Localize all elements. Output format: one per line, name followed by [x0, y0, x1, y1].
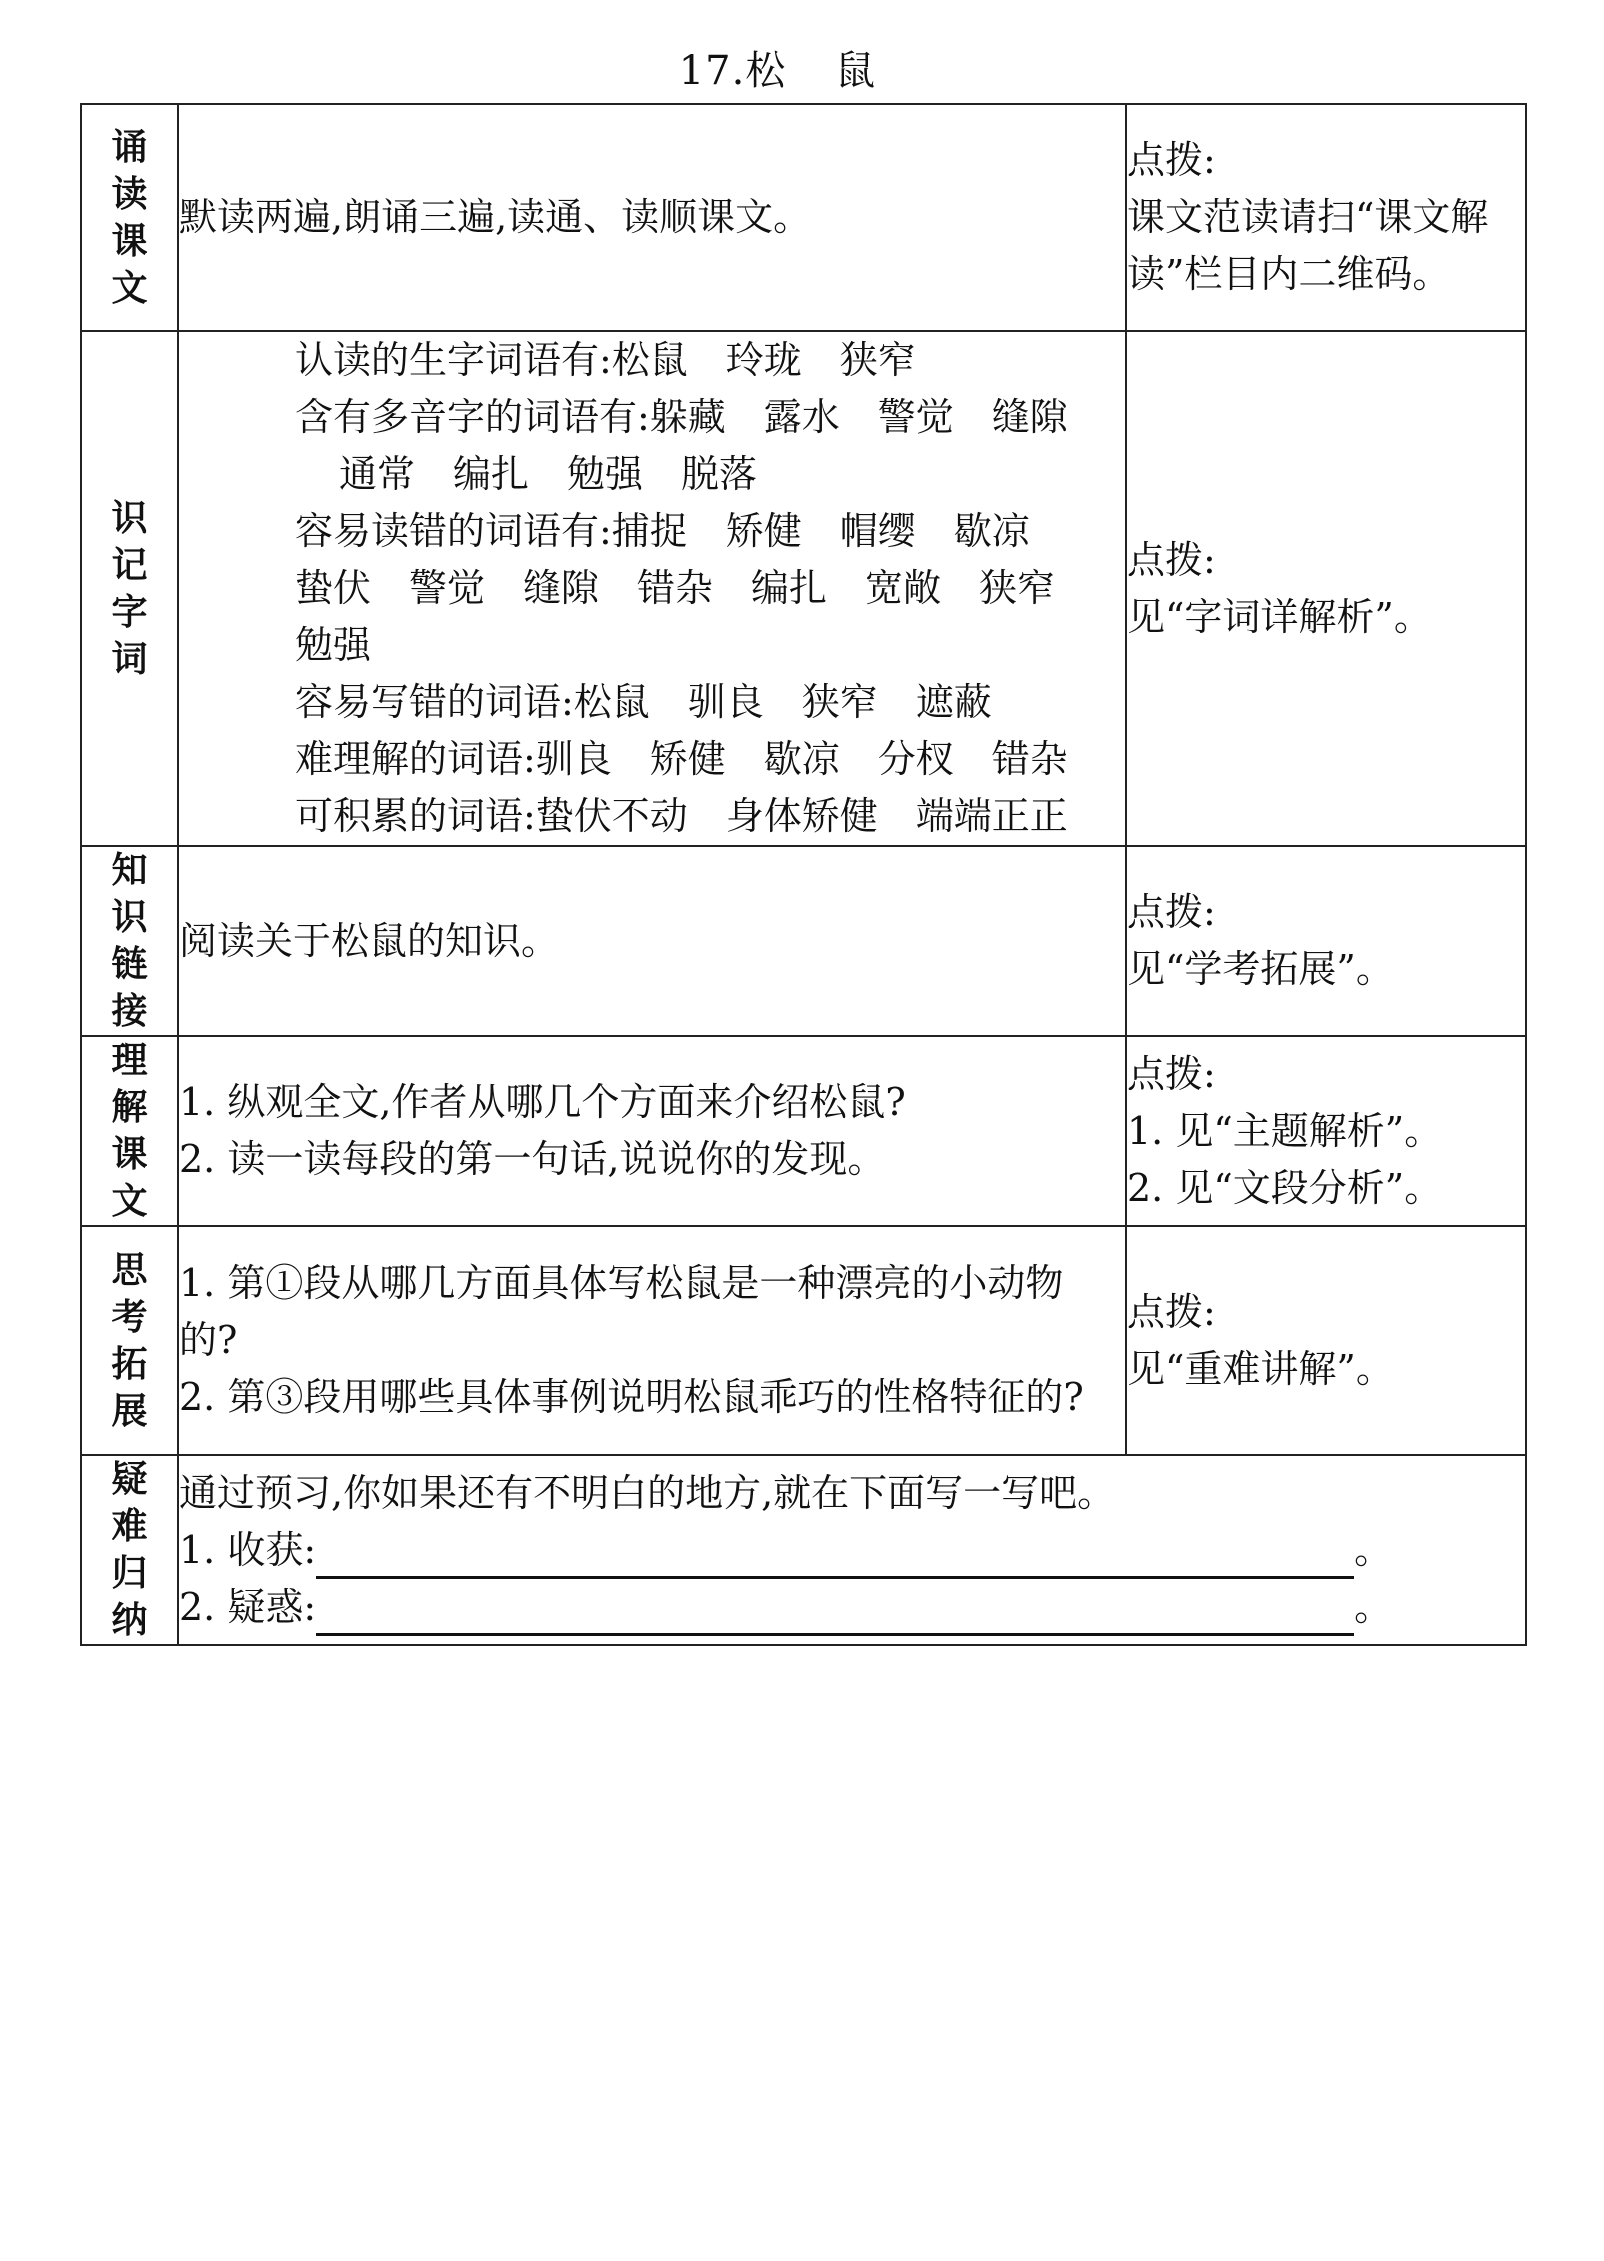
- summary-intro: 通过预习,你如果还有不明白的地方,就在下面写一写吧。: [179, 1470, 1116, 1515]
- content-line: 含有多音字的词语有:躲藏 露水 警觉 缝隙: [295, 395, 1068, 439]
- row-label: 思考拓展: [81, 1226, 178, 1455]
- table-row: [81, 846, 1526, 1036]
- table-row: [81, 1226, 1526, 1455]
- tip-cell: [1126, 1036, 1526, 1226]
- summary-content: [178, 1455, 1526, 1645]
- tip-text: 见“重难讲解”。: [1127, 1346, 1394, 1391]
- table-row: [81, 104, 1526, 331]
- content-line: 默读两遍,朗诵三遍,读通、读顺课文。: [179, 195, 812, 239]
- row-label: 知识链接: [81, 846, 178, 1036]
- tip-heading: 点拨:: [1127, 537, 1216, 582]
- content-line: 2. 读一读每段的第一句话,说说你的发现。: [179, 1137, 886, 1181]
- content-line: 阅读关于松鼠的知识。: [179, 918, 560, 963]
- table-row: [81, 1455, 1526, 1645]
- tip-cell: [1126, 331, 1526, 846]
- gain-answer-blank[interactable]: [316, 1532, 1354, 1579]
- content-line: 2. 第③段用哪些具体事例说明松鼠乖巧的性格特征的?: [179, 1375, 1084, 1419]
- table-row: [81, 1036, 1526, 1226]
- gain-end-mark: 。: [1354, 1527, 1393, 1572]
- row-content: [178, 1036, 1126, 1226]
- tip-text: 课文范读请扫“课文解读”栏目内二维码。: [1127, 195, 1489, 296]
- content-line: 通常 编扎 勉强 脱落: [339, 452, 758, 496]
- tip-heading: 点拨:: [1127, 1289, 1216, 1334]
- tip-heading: 点拨:: [1127, 1051, 1216, 1096]
- table-row: [81, 331, 1526, 846]
- tip-text: 见“学考拓展”。: [1127, 947, 1394, 991]
- content-line: 蛰伏 警觉 缝隙 错杂 编扎 宽敞 狭窄: [295, 566, 1056, 610]
- content-line: 认读的生字词语有:松鼠 玲珑 狭窄: [295, 338, 916, 382]
- tip-cell: [1126, 104, 1526, 331]
- row-label: 疑难归纳: [81, 1455, 178, 1645]
- lesson-number: 17.: [678, 48, 746, 94]
- content-line: 容易读错的词语有:捕捉 矫健 帽缨 歇凉: [295, 509, 1030, 553]
- tip-text: 见“字词详解析”。: [1127, 594, 1432, 639]
- tip-cell: [1126, 1226, 1526, 1455]
- row-content: [178, 104, 1126, 331]
- doubt-label: 2. 疑惑:: [179, 1584, 317, 1629]
- doubt-line: [179, 1579, 1525, 1636]
- row-content: [178, 846, 1126, 1036]
- page-title: [0, 46, 1604, 96]
- content-line: 难理解的词语:驯良 矫健 歇凉 分杈 错杂: [295, 737, 1068, 781]
- tip-heading: 点拨:: [1127, 890, 1216, 934]
- content-line: 勉强: [295, 623, 372, 667]
- row-label: 识记字词: [81, 331, 178, 846]
- content-line: 可积累的词语:蛰伏不动 身体矫健 端端正正: [295, 794, 1068, 838]
- content-line: 1. 纵观全文,作者从哪几个方面来介绍松鼠?: [179, 1080, 906, 1124]
- row-label: 理解课文: [81, 1036, 178, 1226]
- tip-text: 2. 见“文段分析”。: [1127, 1165, 1443, 1210]
- doubt-end-mark: 。: [1354, 1584, 1393, 1629]
- row-content: [178, 1226, 1126, 1455]
- tip-cell: [1126, 846, 1526, 1036]
- row-content: [178, 331, 1126, 846]
- row-label: 诵读课文: [81, 104, 178, 331]
- content-line: 容易写错的词语:松鼠 驯良 狭窄 遮蔽: [295, 680, 992, 724]
- gain-label: 1. 收获:: [179, 1527, 317, 1572]
- gain-line: [179, 1522, 1525, 1579]
- doubt-answer-blank[interactable]: [316, 1589, 1354, 1636]
- tip-text: 1. 见“主题解析”。: [1127, 1108, 1443, 1153]
- content-line: 1. 第①段从哪几方面具体写松鼠是一种漂亮的小动物的?: [179, 1261, 1064, 1362]
- lesson-name: 松鼠: [745, 48, 926, 94]
- preview-table: [80, 103, 1527, 1646]
- tip-heading: 点拨:: [1127, 138, 1216, 182]
